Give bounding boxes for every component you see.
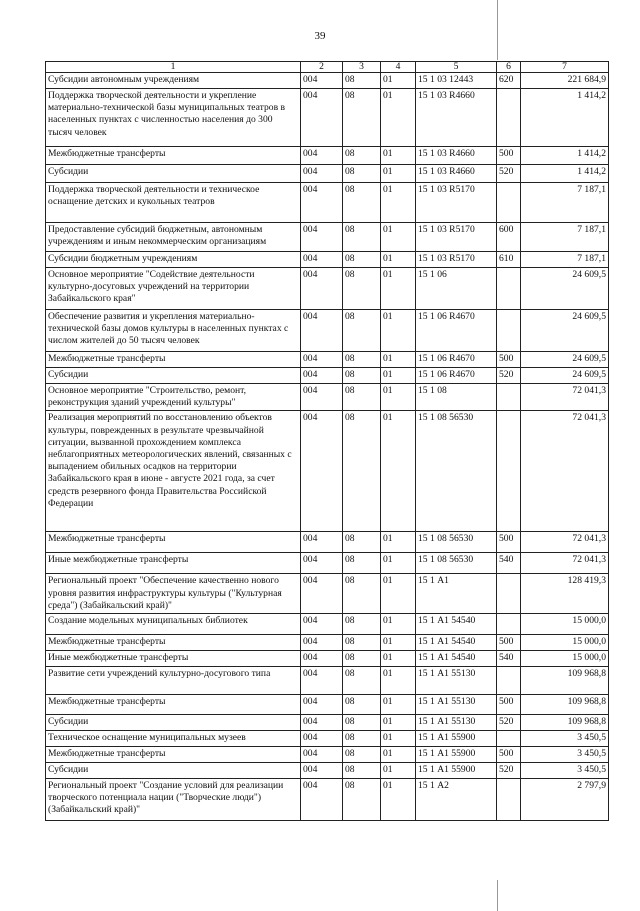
row-code-subsection: 01 (381, 268, 416, 310)
row-code-expense-type (497, 384, 521, 411)
row-code-subsection: 01 (381, 384, 416, 411)
row-code-subsection: 01 (381, 667, 416, 695)
row-code-expense-type (497, 268, 521, 310)
row-amount: 7 187,1 (521, 252, 609, 268)
row-code-section: 08 (343, 223, 381, 252)
row-code-subsection: 01 (381, 779, 416, 821)
header-col-3: 3 (343, 62, 381, 73)
row-code-expense-type: 500 (497, 747, 521, 763)
row-code-target: 15 1 03 R4660 (416, 147, 497, 165)
row-code-subsection: 01 (381, 574, 416, 614)
row-code-ministry: 004 (301, 635, 343, 651)
row-code-subsection: 01 (381, 747, 416, 763)
table-row (46, 89, 609, 147)
row-code-target: 15 1 06 R4670 (416, 368, 497, 384)
row-code-target: 15 1 03 R5170 (416, 223, 497, 252)
row-code-expense-type (497, 411, 521, 532)
row-code-subsection: 01 (381, 411, 416, 532)
row-code-target: 15 1 03 R4660 (416, 89, 497, 147)
row-amount: 15 000,0 (521, 635, 609, 651)
row-code-expense-type: 500 (497, 352, 521, 368)
table-row (46, 553, 609, 574)
row-amount: 7 187,1 (521, 183, 609, 223)
row-code-target: 15 1 08 56530 (416, 411, 497, 532)
row-amount: 1 414,2 (521, 147, 609, 165)
row-code-subsection: 01 (381, 532, 416, 553)
row-code-target: 15 1 06 R4670 (416, 352, 497, 368)
table-header-row (46, 62, 609, 73)
row-code-target: 15 1 А1 55900 (416, 747, 497, 763)
row-amount: 72 041,3 (521, 532, 609, 553)
table-row (46, 635, 609, 651)
row-amount: 109 968,8 (521, 695, 609, 715)
row-amount: 72 041,3 (521, 411, 609, 532)
row-code-expense-type: 600 (497, 223, 521, 252)
row-code-target: 15 1 08 (416, 384, 497, 411)
row-code-subsection: 01 (381, 695, 416, 715)
table-row (46, 763, 609, 779)
row-code-section: 08 (343, 614, 381, 635)
row-code-section: 08 (343, 252, 381, 268)
row-code-expense-type (497, 667, 521, 695)
table-row (46, 667, 609, 695)
row-name: Техническое оснащение муниципальных музеев (46, 731, 301, 747)
row-code-section: 08 (343, 747, 381, 763)
row-amount: 24 609,5 (521, 268, 609, 310)
row-code-section: 08 (343, 183, 381, 223)
row-name: Иные межбюджетные трансферты (46, 553, 301, 574)
header-col-5: 5 (416, 62, 497, 73)
row-code-target: 15 1 03 R5170 (416, 252, 497, 268)
row-code-section: 08 (343, 574, 381, 614)
row-code-subsection: 01 (381, 635, 416, 651)
row-code-ministry: 004 (301, 614, 343, 635)
row-code-ministry: 004 (301, 747, 343, 763)
row-code-subsection: 01 (381, 763, 416, 779)
row-code-ministry: 004 (301, 384, 343, 411)
row-code-section: 08 (343, 147, 381, 165)
row-name: Межбюджетные трансферты (46, 532, 301, 553)
row-name: Межбюджетные трансферты (46, 695, 301, 715)
row-code-expense-type: 520 (497, 715, 521, 731)
row-code-section: 08 (343, 779, 381, 821)
row-name: Поддержка творческой деятельности и техническое оснащение детских и кукольных театров (46, 183, 301, 223)
table-row (46, 574, 609, 614)
row-code-expense-type (497, 310, 521, 352)
row-code-section: 08 (343, 165, 381, 183)
row-code-expense-type (497, 731, 521, 747)
budget-table (45, 61, 609, 821)
row-code-ministry: 004 (301, 89, 343, 147)
row-name: Обеспечение развития и укрепления материально-технической базы домов культуры в населенных пунктах с числом жителей до 50 тысяч человек (46, 310, 301, 352)
row-code-ministry: 004 (301, 147, 343, 165)
row-amount: 24 609,5 (521, 352, 609, 368)
table-row (46, 411, 609, 532)
row-amount: 3 450,5 (521, 763, 609, 779)
header-col-1: 1 (46, 62, 301, 73)
row-name: Основное мероприятие "Содействие деятельности культурно-досуговых учреждений на территории Забайкальского края" (46, 268, 301, 310)
table-row (46, 715, 609, 731)
row-name: Субсидии (46, 763, 301, 779)
row-name: Субсидии бюджетным учреждениям (46, 252, 301, 268)
table-row (46, 147, 609, 165)
row-code-ministry: 004 (301, 667, 343, 695)
row-code-target: 15 1 А1 55130 (416, 695, 497, 715)
row-code-target: 15 1 А1 55130 (416, 667, 497, 695)
row-code-ministry: 004 (301, 223, 343, 252)
row-code-subsection: 01 (381, 73, 416, 89)
row-code-target: 15 1 03 R5170 (416, 183, 497, 223)
row-name: Основное мероприятие "Строительство, ремонт, реконструкция зданий учреждений культуры" (46, 384, 301, 411)
row-code-ministry: 004 (301, 695, 343, 715)
row-code-section: 08 (343, 73, 381, 89)
table-row (46, 695, 609, 715)
table-row (46, 779, 609, 821)
table-row (46, 532, 609, 553)
table-row (46, 352, 609, 368)
table-row (46, 731, 609, 747)
row-code-section: 08 (343, 763, 381, 779)
row-code-ministry: 004 (301, 574, 343, 614)
row-code-subsection: 01 (381, 368, 416, 384)
row-code-ministry: 004 (301, 532, 343, 553)
row-code-target: 15 1 А1 55130 (416, 715, 497, 731)
row-code-ministry: 004 (301, 252, 343, 268)
row-code-subsection: 01 (381, 252, 416, 268)
row-code-section: 08 (343, 310, 381, 352)
row-code-target: 15 1 А1 (416, 574, 497, 614)
row-amount: 72 041,3 (521, 384, 609, 411)
row-code-ministry: 004 (301, 165, 343, 183)
row-code-target: 15 1 03 R4660 (416, 165, 497, 183)
row-code-ministry: 004 (301, 715, 343, 731)
row-amount: 24 609,5 (521, 368, 609, 384)
row-code-subsection: 01 (381, 715, 416, 731)
row-code-target: 15 1 06 R4670 (416, 310, 497, 352)
row-code-section: 08 (343, 695, 381, 715)
row-code-expense-type: 500 (497, 635, 521, 651)
row-code-subsection: 01 (381, 553, 416, 574)
header-col-2: 2 (301, 62, 343, 73)
row-code-target: 15 1 А1 54540 (416, 635, 497, 651)
row-code-ministry: 004 (301, 553, 343, 574)
row-code-subsection: 01 (381, 165, 416, 183)
row-code-section: 08 (343, 553, 381, 574)
table-row (46, 310, 609, 352)
table-row (46, 651, 609, 667)
row-code-target: 15 1 А1 54540 (416, 651, 497, 667)
row-name: Субсидии (46, 368, 301, 384)
table-row (46, 223, 609, 252)
scan-artifact (497, 880, 498, 911)
header-col-7: 7 (521, 62, 609, 73)
header-col-4: 4 (381, 62, 416, 73)
row-amount: 72 041,3 (521, 553, 609, 574)
row-code-section: 08 (343, 635, 381, 651)
row-amount: 3 450,5 (521, 747, 609, 763)
row-code-ministry: 004 (301, 352, 343, 368)
table-row (46, 73, 609, 89)
table-row (46, 614, 609, 635)
row-code-target: 15 1 08 56530 (416, 553, 497, 574)
row-code-expense-type: 500 (497, 147, 521, 165)
row-code-target: 15 1 06 (416, 268, 497, 310)
row-amount: 221 684,9 (521, 73, 609, 89)
row-name: Межбюджетные трансферты (46, 635, 301, 651)
row-code-subsection: 01 (381, 614, 416, 635)
row-code-ministry: 004 (301, 731, 343, 747)
row-code-ministry: 004 (301, 268, 343, 310)
row-code-target: 15 1 03 12443 (416, 73, 497, 89)
row-code-expense-type (497, 183, 521, 223)
row-code-section: 08 (343, 731, 381, 747)
row-code-subsection: 01 (381, 651, 416, 667)
row-code-subsection: 01 (381, 89, 416, 147)
row-code-target: 15 1 А2 (416, 779, 497, 821)
row-name: Межбюджетные трансферты (46, 147, 301, 165)
row-code-target: 15 1 А1 55900 (416, 731, 497, 747)
row-code-section: 08 (343, 411, 381, 532)
row-name: Поддержка творческой деятельности и укрепление материально-технической базы муниципальных театров в населенных пунктах с численностью населения до 300 тысяч человек (46, 89, 301, 147)
row-code-section: 08 (343, 268, 381, 310)
row-name: Иные межбюджетные трансферты (46, 651, 301, 667)
row-amount: 7 187,1 (521, 223, 609, 252)
header-col-6: 6 (497, 62, 521, 73)
row-amount: 109 968,8 (521, 715, 609, 731)
row-code-expense-type: 610 (497, 252, 521, 268)
row-code-subsection: 01 (381, 310, 416, 352)
row-code-expense-type: 520 (497, 763, 521, 779)
table-row (46, 747, 609, 763)
table-row (46, 252, 609, 268)
row-code-section: 08 (343, 715, 381, 731)
row-amount: 1 414,2 (521, 165, 609, 183)
row-code-target: 15 1 А1 55900 (416, 763, 497, 779)
row-code-target: 15 1 08 56530 (416, 532, 497, 553)
row-code-expense-type: 520 (497, 165, 521, 183)
row-code-expense-type: 540 (497, 553, 521, 574)
row-amount: 15 000,0 (521, 651, 609, 667)
row-code-expense-type (497, 614, 521, 635)
row-name: Субсидии автономным учреждениям (46, 73, 301, 89)
row-code-subsection: 01 (381, 731, 416, 747)
table-row (46, 183, 609, 223)
row-code-expense-type: 620 (497, 73, 521, 89)
row-code-expense-type (497, 779, 521, 821)
row-name: Субсидии (46, 715, 301, 731)
row-code-ministry: 004 (301, 183, 343, 223)
table-row (46, 368, 609, 384)
row-amount: 24 609,5 (521, 310, 609, 352)
row-name: Субсидии (46, 165, 301, 183)
row-code-section: 08 (343, 89, 381, 147)
row-code-section: 08 (343, 368, 381, 384)
table-row (46, 165, 609, 183)
scan-artifact (497, 0, 498, 60)
row-name: Межбюджетные трансферты (46, 747, 301, 763)
row-code-section: 08 (343, 352, 381, 368)
row-code-subsection: 01 (381, 223, 416, 252)
row-name: Реализация мероприятий по восстановлению объектов культуры, поврежденных в результате чрезвычайной ситуации, вызванной прохождением комплекса неблагоприятных метеорологических явлений, связанных с выпадением обильных осадков на территории Забайкальского края в июне - августе 2021 года, за счет средств резервного фонда Правительства Российской Федерации (46, 411, 301, 532)
table-row (46, 268, 609, 310)
row-code-expense-type (497, 89, 521, 147)
row-code-ministry: 004 (301, 651, 343, 667)
row-code-expense-type: 520 (497, 368, 521, 384)
row-code-expense-type: 500 (497, 695, 521, 715)
row-name: Создание модельных муниципальных библиотек (46, 614, 301, 635)
row-code-ministry: 004 (301, 763, 343, 779)
row-code-expense-type: 540 (497, 651, 521, 667)
row-amount: 128 419,3 (521, 574, 609, 614)
row-amount: 3 450,5 (521, 731, 609, 747)
row-name: Предоставление субсидий бюджетным, автономным учреждениям и иным некоммерческим организациям (46, 223, 301, 252)
row-name: Региональный проект "Создание условий для реализации творческого потенциала нации ("Творческие люди") (Забайкальский край)" (46, 779, 301, 821)
row-name: Региональный проект "Обеспечение качественно нового уровня развития инфраструктуры культуры ("Культурная среда") (Забайкальский край)" (46, 574, 301, 614)
row-code-target: 15 1 А1 54540 (416, 614, 497, 635)
row-code-ministry: 004 (301, 368, 343, 384)
row-code-expense-type: 500 (497, 532, 521, 553)
row-name: Межбюджетные трансферты (46, 352, 301, 368)
row-code-ministry: 004 (301, 411, 343, 532)
row-amount: 109 968,8 (521, 667, 609, 695)
table-row (46, 384, 609, 411)
row-code-section: 08 (343, 667, 381, 695)
row-code-subsection: 01 (381, 147, 416, 165)
row-code-subsection: 01 (381, 352, 416, 368)
row-code-ministry: 004 (301, 73, 343, 89)
row-name: Развитие сети учреждений культурно-досугового типа (46, 667, 301, 695)
page-number: 39 (314, 30, 326, 42)
row-amount: 1 414,2 (521, 89, 609, 147)
row-code-ministry: 004 (301, 310, 343, 352)
row-code-ministry: 004 (301, 779, 343, 821)
row-amount: 2 797,9 (521, 779, 609, 821)
row-code-section: 08 (343, 532, 381, 553)
row-code-subsection: 01 (381, 183, 416, 223)
row-code-section: 08 (343, 384, 381, 411)
row-code-section: 08 (343, 651, 381, 667)
row-code-expense-type (497, 574, 521, 614)
row-amount: 15 000,0 (521, 614, 609, 635)
